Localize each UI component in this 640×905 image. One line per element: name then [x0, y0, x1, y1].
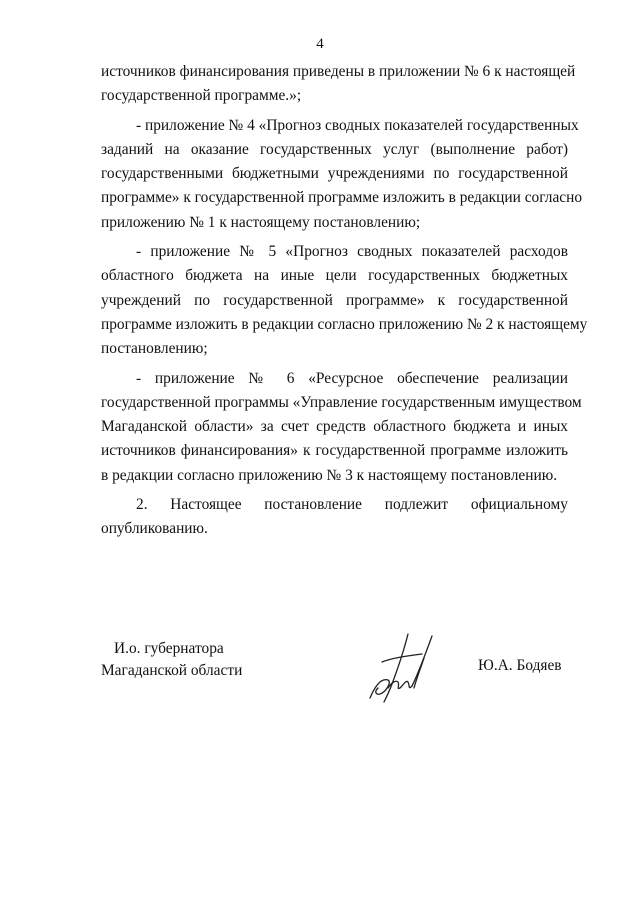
text-line: в редакции согласно приложению № 3 к настоящему постановлению.	[101, 466, 558, 484]
signatory-title	[101, 638, 242, 682]
text-line: постановлению;	[101, 340, 208, 358]
text-line: программе изложить в редакции согласно приложению № 2 к настоящему	[101, 315, 588, 333]
signatory-name: Ю.А. Бодяев	[478, 657, 562, 674]
text-line: источников финансирования» к государственной программе изложить	[101, 442, 568, 460]
text-line: областного бюджета на иные цели государственных бюджетных	[101, 267, 568, 285]
text-line: - приложение № 6 «Ресурсное обеспечение реализации	[136, 369, 568, 387]
text-line: государственной программе.»;	[101, 87, 302, 105]
text-line: учреждений по государственной программе» к государственной	[101, 291, 568, 309]
text-line: заданий на оказание государственных услуг (выполнение работ)	[101, 140, 568, 158]
page-number: 4	[316, 36, 324, 52]
paragraph-publication	[101, 493, 568, 542]
text-line: источников финансирования приведены в приложении № 6 к настоящей	[101, 63, 576, 80]
text-line: государственными бюджетными учреждениями по государственной	[101, 165, 568, 183]
text-line: - приложение № 5 «Прогноз сводных показателей расходов	[136, 243, 568, 261]
text-line: опубликованию.	[101, 520, 208, 538]
text-line: программе» к государственной программе изложить в редакции согласно	[101, 189, 583, 207]
text-line: 2. Настоящее постановление подлежит официальному	[136, 496, 568, 514]
paragraph-continuation	[101, 60, 576, 109]
text-line: - приложение № 4 «Прогноз сводных показателей государственных	[136, 116, 579, 134]
text-line: государственной программы «Управление государственным имуществом	[101, 393, 582, 411]
paragraph-appendix-6	[101, 367, 582, 488]
text-line: Магаданской области» за счет средств областного бюджета и иных	[101, 418, 568, 436]
text-line: приложению № 1 к настоящему постановлению;	[101, 213, 421, 231]
signatory-region: Магаданской области	[101, 662, 243, 679]
document-body	[101, 60, 588, 542]
paragraph-appendix-5	[101, 240, 588, 361]
signatory-position: И.о. губернатора	[114, 640, 224, 657]
paragraph-appendix-4	[101, 114, 583, 235]
handwritten-signature	[362, 628, 442, 706]
